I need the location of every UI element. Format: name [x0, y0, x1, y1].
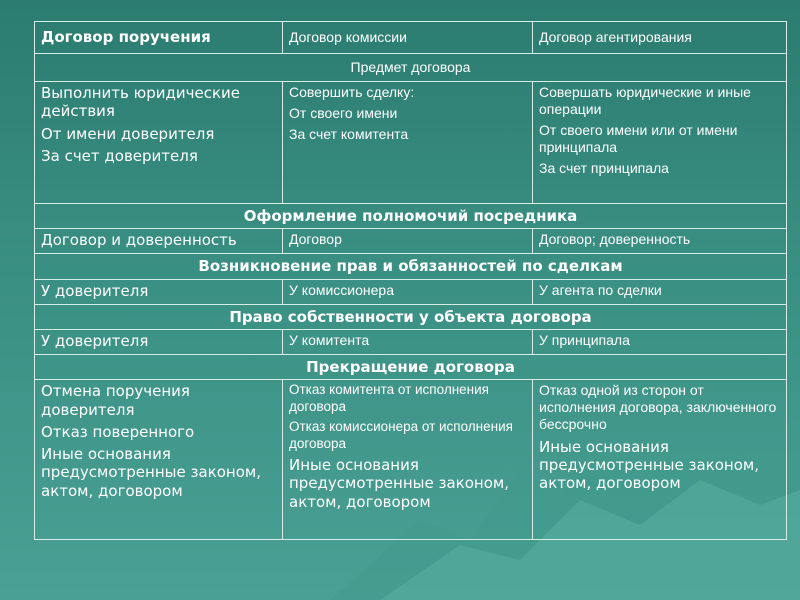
- section-authority: [35, 204, 787, 229]
- ownership-commission-cell: У комитента: [283, 329, 533, 354]
- section-title: Оформление полномочий посредника: [35, 204, 787, 229]
- rights-commission-cell: У комиссионера: [283, 279, 533, 304]
- authority-agent-cell: Договор; доверенность: [533, 229, 787, 254]
- table-row: [35, 329, 787, 354]
- header-row: [35, 22, 787, 54]
- subject-agency-cell: [35, 82, 283, 204]
- authority-commission-cell: Договор: [283, 229, 533, 254]
- cell-line: Совершать юридические и иные операции: [539, 84, 751, 118]
- section-subject: [35, 54, 787, 82]
- termination-agency-cell: [35, 380, 283, 540]
- subject-commission-cell: [283, 82, 533, 204]
- termination-agent-cell: [533, 380, 787, 540]
- termination-commission-cell: [283, 380, 533, 540]
- cell-line: Отмена поручения доверителя: [41, 382, 190, 419]
- section-termination: [35, 354, 787, 379]
- section-title: Предмет договора: [35, 54, 787, 82]
- cell-line: От своего имени или от имени принципала: [539, 122, 738, 156]
- cell-line: Иные основания предусмотренные законом, актом, договором: [289, 456, 509, 511]
- ownership-agent-cell: У принципала: [533, 329, 787, 354]
- section-title: Прекращение договора: [35, 354, 787, 379]
- cell-line: За счет принципала: [539, 160, 669, 177]
- authority-agency-cell: Договор и доверенность: [35, 229, 283, 254]
- cell-line: Отказ комитента от исполнения договора: [289, 382, 489, 414]
- cell-line: От имени доверителя: [41, 124, 215, 143]
- cell-line: От своего имени: [289, 105, 398, 122]
- cell-line: Иные основания предусмотренные законом, актом, договором: [41, 445, 261, 500]
- table-row: [35, 229, 787, 254]
- rights-agency-cell: У доверителя: [35, 279, 283, 304]
- table-row: [35, 279, 787, 304]
- table-row: [35, 82, 787, 204]
- cell-line: За счет доверителя: [41, 146, 198, 165]
- cell-line: Отказ поверенного: [41, 422, 195, 441]
- section-ownership: [35, 304, 787, 329]
- section-title: Возникновение прав и обязанностей по сделкам: [35, 254, 787, 279]
- header-commission-contract: Договор комиссии: [283, 22, 533, 54]
- cell-line: Иные основания предусмотренные законом, актом, договором: [539, 437, 759, 493]
- header-agent-contract: Договор агентирования: [533, 22, 787, 54]
- contracts-comparison-table: [34, 21, 787, 540]
- cell-line: Выполнить юридические действия: [41, 84, 240, 121]
- table-row: [35, 380, 787, 540]
- section-rights: [35, 254, 787, 279]
- header-agency-contract: Договор поручения: [35, 22, 283, 54]
- cell-line: Совершить сделку:: [289, 84, 415, 101]
- ownership-agency-cell: У доверителя: [35, 329, 283, 354]
- section-title: Право собственности у объекта договора: [35, 304, 787, 329]
- rights-agent-cell: У агента по сделки: [533, 279, 787, 304]
- subject-agent-cell: [533, 82, 787, 204]
- cell-line: За счет комитента: [289, 126, 409, 143]
- cell-line: Отказ комиссионера от исполнения договора: [289, 419, 513, 451]
- cell-line: Отказ одной из сторон от исполнения договора, заключенного бессрочно: [539, 382, 777, 433]
